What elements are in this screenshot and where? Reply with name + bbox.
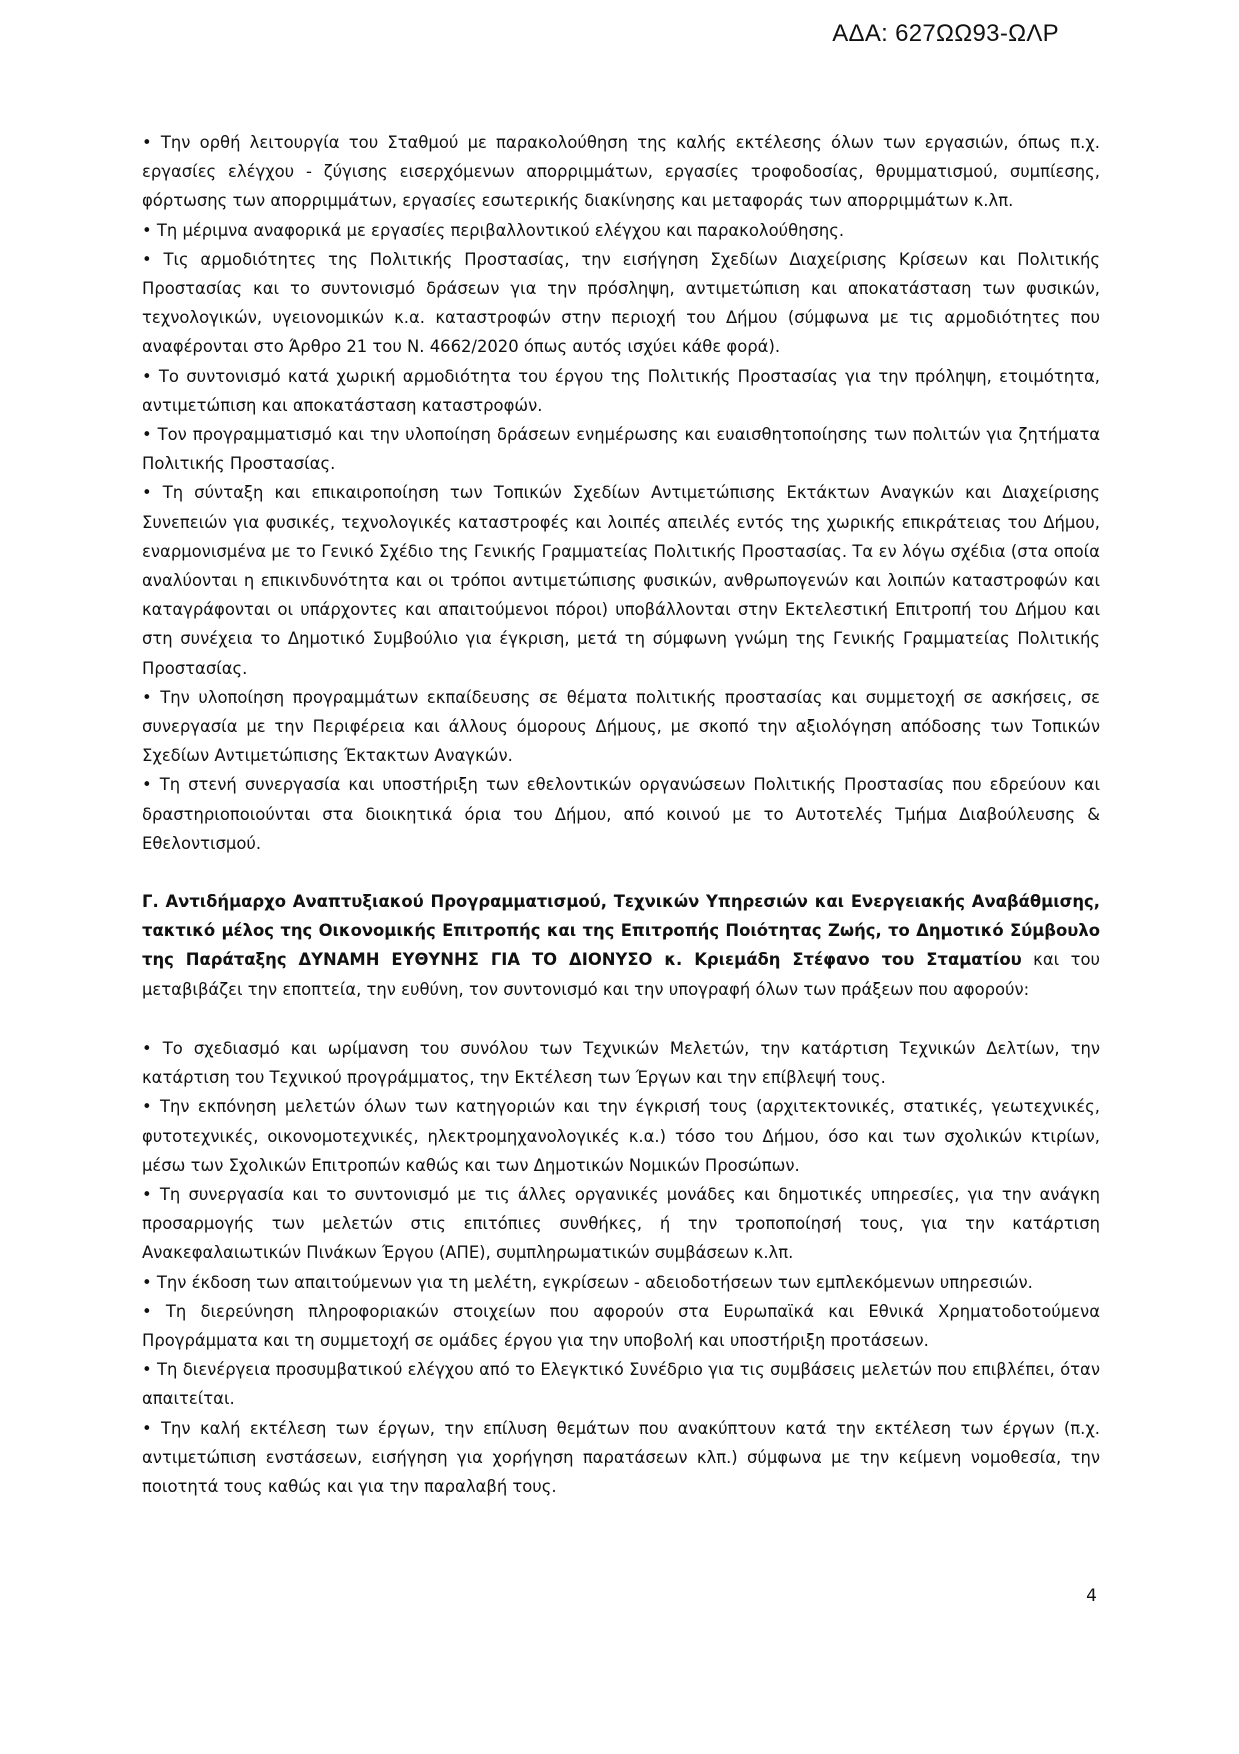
ada-code: ΑΔΑ: 627ΩΩ93-ΩΛΡ: [832, 20, 1059, 47]
section-g-paragraph: [142, 887, 1100, 1004]
bullet-paragraph: • Την εκπόνηση μελετών όλων των κατηγοριών και την έγκρισή τους (αρχιτεκτονικές, στατικές, γεωτεχνικές, φυτοτεχνικές, οικονομοτεχνικές, ηλεκτρομηχανολογικές κ.α.) τόσο του Δήμου, όσο και των σχολικών κτιρίων, μέσω των Σχολικών Επιτροπών καθώς και των Δημοτικών Νομικών Προσώπων.: [142, 1097, 1100, 1175]
section-g-text: και του μεταβιβάζει την εποπτεία, την ευθύνη, τον συντονισμό και την υπογραφή όλων των πράξεων που αφορούν:: [142, 950, 1100, 999]
bullet-paragraph: • Την ορθή λειτουργία του Σταθμού με παρακολούθηση της καλής εκτέλεσης όλων των εργασιών, όπως π.χ. εργασίες ελέγχου - ζύγισης εισερχόμενων απορριμμάτων, εργασίες τροφοδοσίας, θρυμματισμού, συμπίεσης, φόρτωσης των απορριμμάτων, εργασίες εσωτερικής διακίνησης και μεταφοράς των απορριμμάτων κ.λπ.: [142, 133, 1100, 211]
section-g-heading: Γ. Αντιδήμαρχο Αναπτυξιακού Προγραμματισμού, Τεχνικών Υπηρεσιών και Ενεργειακής Αναβάθμισης, τακτικό μέλος της Οικονομικής Επιτροπής και της Επιτροπής Ποιότητας Ζωής, το Δημοτικό Σύμβουλο της Παράταξης ΔΥΝΑΜΗ ΕΥΘΥΝΗΣ ΓΙΑ ΤΟ ΔΙΟΝΥΣΟ κ. Κριεμάδη Στέφανο του Σταματίου: [142, 892, 1100, 970]
bullet-paragraph: • Την έκδοση των απαιτούμενων για τη μελέτη, εγκρίσεων - αδειοδοτήσεων των εμπλεκόμενων υπηρεσιών.: [142, 1272, 1033, 1292]
page-number: 4: [1086, 1586, 1097, 1606]
bullet-paragraph: • Τη μέριμνα αναφορικά με εργασίες περιβαλλοντικού ελέγχου και παρακολούθησης.: [142, 220, 845, 240]
bullet-paragraph: • Τη σύνταξη και επικαιροποίηση των Τοπικών Σχεδίων Αντιμετώπισης Εκτάκτων Αναγκών και Διαχείρισης Συνεπειών για φυσικές, τεχνολογικές καταστροφές και λοιπές απειλές εντός της χωρικής επικράτειας του Δήμου, εναρμονισμένα με το Γενικό Σχέδιο της Γενικής Γραμματείας Πολιτικής Προστασίας. Τα εν λόγω σχέδια (στα οποία αναλύονται η επικινδυνότητα και οι τρόποι αντιμετώπισης φυσικών, ανθρωπογενών και λοιπών καταστροφών και καταγράφονται οι υπάρχοντες και απαιτούμενοι πόροι) υποβάλλονται στην Εκτελεστική Επιτροπή του Δήμου και στη συνέχεια το Δημοτικό Συμβούλιο για έγκριση, μετά τη σύμφωνη γνώμη της Γενικής Γραμματείας Πολιτικής Προστασίας.: [142, 483, 1100, 678]
bullet-paragraph: • Τον προγραμματισμό και την υλοποίηση δράσεων ενημέρωσης και ευαισθητοποίησης των πολιτών για ζητήματα Πολιτικής Προστασίας.: [142, 425, 1100, 474]
bullet-paragraph: • Τη διενέργεια προσυμβατικού ελέγχου από το Ελεγκτικό Συνέδριο για τις συμβάσεις μελετών που επιβλέπει, όταν απαιτείται.: [142, 1360, 1100, 1409]
document-body: [142, 128, 1100, 1501]
bullet-paragraph: • Την υλοποίηση προγραμμάτων εκπαίδευσης σε θέματα πολιτικής προστασίας και συμμετοχή σε ασκήσεις, σε συνεργασία με την Περιφέρεια και άλλους όμορους Δήμους, με σκοπό την αξιολόγηση απόδοσης των Τοπικών Σχεδίων Αντιμετώπισης Έκτακτων Αναγκών.: [142, 687, 1100, 766]
bullet-paragraph: • Τις αρμοδιότητες της Πολιτικής Προστασίας, την εισήγηση Σχεδίων Διαχείρισης Κρίσεων και Πολιτικής Προστασίας και το συντονισμό δράσεων για την πρόσληψη, αντιμετώπιση και αποκατάσταση των φυσικών, τεχνολογικών, υγειονομικών κ.α. καταστροφών στην περιοχή του Δήμου (σύμφωνα με τις αρμοδιότητες που αναφέρονται στο Άρθρο 21 του Ν. 4662/2020 όπως αυτός ισχύει κάθε φορά).: [142, 249, 1100, 357]
bullet-paragraph: • Το σχεδιασμό και ωρίμανση του συνόλου των Τεχνικών Μελετών, την κατάρτιση Τεχνικών Δελτίων, την κατάρτιση του Τεχνικού προγράμματος, την Εκτέλεση των Έργων και την επίβλεψή τους.: [142, 1038, 1100, 1088]
bullet-paragraph: • Την καλή εκτέλεση των έργων, την επίλυση θεμάτων που ανακύπτουν κατά την εκτέλεση των έργων (π.χ. αντιμετώπιση ενστάσεων, εισήγηση για χορήγηση παρατάσεων κλπ.) σύμφωνα με την κείμενη νομοθεσία, την ποιοτητά τους καθώς και για την παραλαβή τους.: [142, 1418, 1100, 1496]
bullet-paragraph: • Το συντονισμό κατά χωρική αρμοδιότητα του έργου της Πολιτικής Προστασίας για την πρόληψη, ετοιμότητα, αντιμετώπιση και αποκατάσταση καταστροφών.: [142, 366, 1100, 415]
bullet-paragraph: • Τη συνεργασία και το συντονισμό με τις άλλες οργανικές μονάδες και δημοτικές υπηρεσίες, για την ανάγκη προσαρμογής των μελετών στις επιτόπιες συνθήκες, ή την τροποποίησή τους, για την κατάρτιση Ανακεφαλαιωτικών Πινάκων Έργου (ΑΠΕ), συμπληρωματικών συμβάσεων κ.λπ.: [142, 1184, 1100, 1263]
bullet-paragraph: • Τη στενή συνεργασία και υποστήριξη των εθελοντικών οργανώσεων Πολιτικής Προστασίας που εδρεύουν και δραστηριοποιούνται στα διοικητικά όρια του Δήμου, από κοινού με το Αυτοτελές Τμήμα Διαβούλευσης & Εθελοντισμού.: [142, 775, 1100, 853]
bullet-paragraph: • Τη διερεύνηση πληροφοριακών στοιχείων που αφορούν στα Ευρωπαϊκά και Εθνικά Χρηματοδοτούμενα Προγράμματα και τη συμμετοχή σε ομάδες έργου για την υποβολή και υποστήριξη προτάσεων.: [142, 1301, 1100, 1350]
